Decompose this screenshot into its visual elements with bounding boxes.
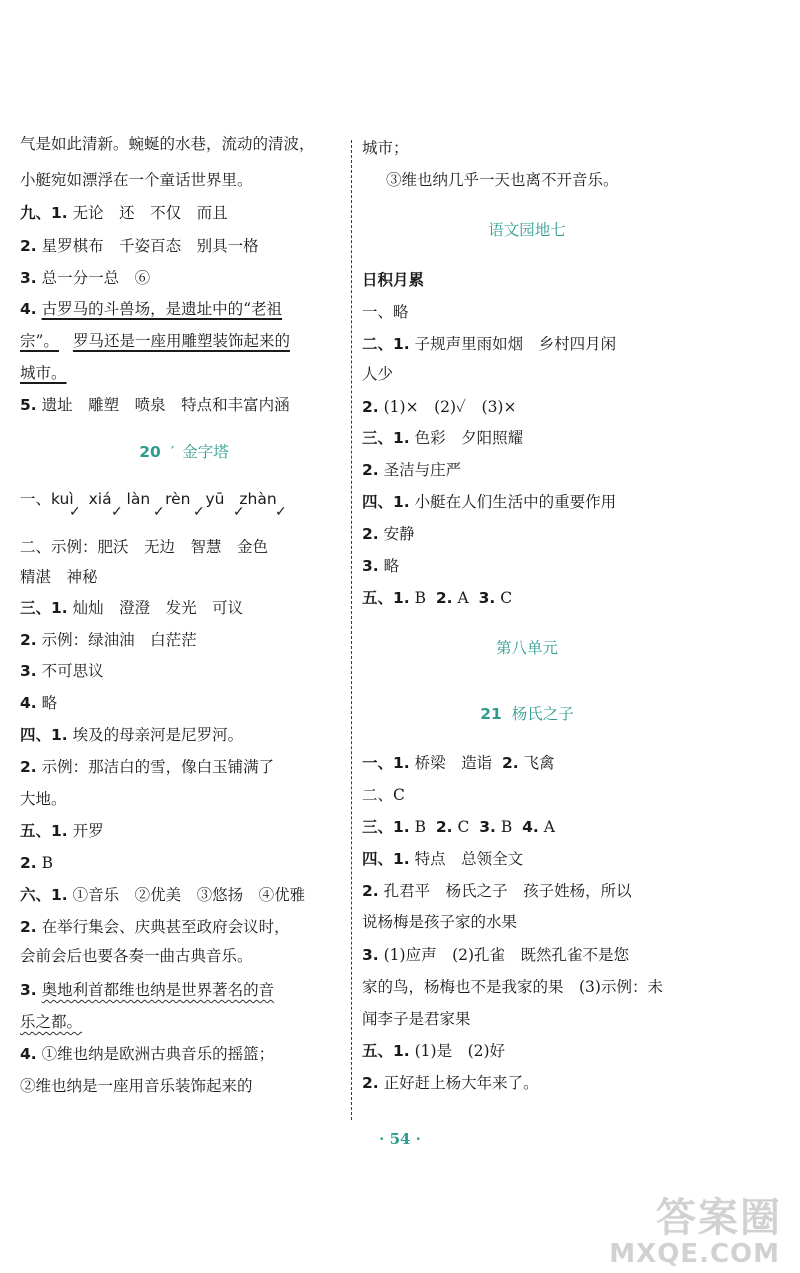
item-number: 三、1. (362, 429, 410, 447)
item-number: 3. (362, 557, 379, 575)
pinyin-word: kuì (51, 490, 74, 508)
answer-line (20, 725, 243, 745)
answer-line (20, 236, 259, 256)
wavy-underlined-text: 乐之都。 (20, 1013, 83, 1031)
pinyin-word: yū (205, 490, 225, 508)
answer-text: 星罗棋布 千姿百态 别具一格 (41, 237, 259, 255)
wavy-underlined-text: 奥地利首都维也纳是世界著名的音 (41, 981, 275, 999)
item-number: 六、1. (20, 886, 68, 904)
answer-line (20, 821, 104, 841)
unit-heading (362, 638, 692, 658)
answer-text: 示例：绿油油 白茫茫 (41, 631, 197, 649)
pinyin-word: xiá (88, 490, 112, 508)
answer-line (20, 980, 274, 1000)
answer-line: 大地。 (20, 790, 67, 808)
answer-line: 家的鸟，杨梅也不是我家的果 (3)示例：未 (362, 978, 663, 996)
answer-line (362, 753, 555, 773)
answer-line (362, 397, 516, 417)
answer-line: 说杨梅是孩子家的水果 (362, 913, 518, 931)
item-number: 4. (20, 694, 37, 712)
section-title: 语文园地七 (488, 221, 566, 239)
item-number: 五、1. (20, 822, 68, 840)
item-number: 5. (20, 396, 37, 414)
answer-text: B (500, 818, 513, 836)
item-number: 3. (478, 589, 496, 607)
item-number: 2. (20, 918, 37, 936)
answer-text: 特点 总领全文 (414, 850, 524, 868)
answer-line (362, 881, 632, 901)
text-line: 小艇宛如漂浮在一个童话世界里。 (20, 171, 253, 189)
item-number: 2. (20, 854, 37, 872)
answer-line (20, 630, 197, 650)
answer-text: 桥梁 造诣 (414, 754, 493, 772)
answer-line: 二、C (362, 786, 405, 804)
answer-text: 安静 (383, 525, 415, 543)
answer-line (20, 853, 53, 873)
answer-line (20, 598, 243, 618)
answer-text: ①音乐 ②优美 ③悠扬 ④优雅 (72, 886, 306, 904)
lesson-heading (362, 704, 692, 724)
answer-text: 飞禽 (523, 754, 555, 772)
answer-text: 小艇在人们生活中的重要作用 (414, 493, 617, 511)
item-number: 3. (20, 981, 37, 999)
answer-text: 色彩 夕阳照耀 (414, 429, 524, 447)
answer-text: (1)应声 (2)孔雀 既然孔雀不是您 (383, 946, 630, 964)
answer-text: ①维也纳是欧洲古典音乐的摇篮； (41, 1045, 275, 1063)
pinyin-word: rèn (165, 490, 191, 508)
answer-text: C (457, 818, 470, 836)
underlined-text: 宗”。 (20, 332, 59, 350)
answer-text: B (414, 589, 427, 607)
answer-line (362, 524, 415, 544)
answer-text: A (457, 589, 469, 607)
text-line: 气是如此清新。蜿蜒的水巷，流动的清波， (20, 135, 315, 153)
item-number: 2. (20, 758, 37, 776)
answer-text: 埃及的母亲河是尼罗河。 (72, 726, 244, 744)
item-number: 4. (522, 818, 539, 836)
answer-line: 人少 (362, 365, 394, 383)
answer-line (362, 588, 512, 608)
answer-line (20, 693, 57, 713)
answer-text: 子规声里雨如烟 乡村四月闲 (414, 335, 617, 353)
page-number-value: 54 (389, 1130, 411, 1148)
check-marks (69, 505, 349, 519)
answer-text: B (41, 854, 54, 872)
column-divider (351, 140, 352, 1120)
lesson-number: 20 (139, 443, 161, 461)
item-number: 四、1. (20, 726, 68, 744)
answer-text: 无论 还 不仅 而且 (72, 204, 228, 222)
answer-line (362, 460, 461, 480)
item-number: 3. (20, 662, 37, 680)
item-number: 3. (479, 818, 496, 836)
answer-line (20, 331, 290, 351)
answer-text: 正好赶上杨大年来了。 (383, 1074, 539, 1092)
item-number: 四、1. (362, 493, 410, 511)
answer-line (362, 492, 616, 512)
answer-line (20, 757, 274, 777)
answer-text: 略 (383, 557, 400, 575)
item-number: 2. (435, 589, 453, 607)
lesson-title: 金字塔 (182, 443, 229, 461)
item-number: 一、1. (362, 754, 410, 772)
answer-line (20, 917, 290, 937)
answer-text: (1)× (2)✓ (3)× (383, 398, 517, 416)
watermark-logo (582, 1196, 782, 1268)
watermark-url: MXQE.COM (609, 1239, 780, 1269)
page-number: · 54 · (379, 1130, 421, 1148)
answer-line (20, 395, 290, 415)
underlined-text: 古罗马的斗兽场，是遗址中的“老祖 (41, 300, 283, 318)
answer-text: 开罗 (72, 822, 104, 840)
answer-line (20, 299, 282, 319)
answer-text: 在举行集会、庆典甚至政府会议时， (41, 918, 290, 936)
answer-text: 圣洁与庄严 (383, 461, 462, 479)
answer-line: 闻李子是君家果 (362, 1010, 471, 1028)
answer-line (20, 363, 67, 383)
watermark-text: 答案圈 (656, 1195, 782, 1241)
answer-text: 灿灿 澄澄 发光 可议 (72, 599, 244, 617)
text-line: ③维也纳几乎一天也离不开音乐。 (386, 171, 619, 189)
item-number: 一、 (20, 490, 52, 508)
answer-line (20, 1044, 274, 1064)
item-number: 2. (362, 525, 379, 543)
check-icon: ✓ (233, 504, 245, 520)
answer-line (20, 268, 150, 288)
answer-line (362, 817, 555, 837)
answer-line: 精湛 神秘 (20, 568, 98, 586)
check-icon: ✓ (275, 504, 287, 520)
answer-text: C (500, 589, 513, 607)
item-number: 九、1. (20, 204, 68, 222)
section-heading (362, 220, 692, 240)
check-icon: ✓ (111, 504, 123, 520)
answer-text: 孔君平 杨氏之子 孩子姓杨，所以 (383, 882, 632, 900)
answer-text: 总一分一总 ⑥ (41, 269, 151, 287)
answer-line (20, 661, 104, 681)
item-number: 五、1. (362, 1042, 410, 1060)
answer-text: 不可思议 (41, 662, 104, 680)
answer-text: (1)是 (2)好 (414, 1042, 506, 1060)
answer-line: 二、示例：肥沃 无边 智慧 金色 (20, 538, 269, 556)
lesson-heading (20, 442, 348, 462)
unit-title: 第八单元 (495, 639, 558, 657)
item-number: 三、1. (20, 599, 68, 617)
lesson-number: 21 (480, 705, 502, 723)
answer-line: 一、略 (362, 303, 409, 321)
text-line: 城市； (362, 139, 409, 157)
item-number: 四、1. (362, 850, 410, 868)
check-icon: ✓ (69, 504, 81, 520)
answer-line (362, 945, 629, 965)
underlined-text: 城市。 (20, 364, 67, 382)
answer-line (362, 849, 523, 869)
item-number: 2. (362, 882, 379, 900)
answer-line (362, 1073, 539, 1093)
answer-text: A (543, 818, 555, 836)
answer-line (362, 428, 523, 448)
item-number: 2. (20, 237, 37, 255)
answer-line: 会前会后也要各奏一曲古典音乐。 (20, 947, 253, 965)
item-number: 五、1. (362, 589, 410, 607)
lesson-title: 杨氏之子 (511, 705, 574, 723)
item-number: 2. (20, 631, 37, 649)
lesson-mark: ′ (170, 443, 175, 461)
item-number: 3. (362, 946, 379, 964)
answer-line (20, 885, 305, 905)
answer-text: 遗址 雕塑 喷泉 特点和丰富内涵 (41, 396, 290, 414)
answer-line (20, 1012, 82, 1032)
item-number: 4. (20, 1045, 37, 1063)
item-number: 二、1. (362, 335, 410, 353)
answer-line (362, 1041, 505, 1061)
answer-text: B (414, 818, 427, 836)
item-number: 2. (502, 754, 519, 772)
item-number: 三、1. (362, 818, 410, 836)
answer-text: 略 (41, 694, 58, 712)
subsection-heading: 日积月累 (362, 271, 425, 289)
pinyin-word: làn (126, 490, 151, 508)
answer-line (362, 556, 399, 576)
answer-line (20, 203, 228, 223)
item-number: 3. (20, 269, 37, 287)
item-number: 2. (362, 398, 379, 416)
item-number: 2. (362, 1074, 379, 1092)
answer-text: 示例：那洁白的雪，像白玉铺满了 (41, 758, 275, 776)
answer-line (362, 334, 616, 354)
check-icon: ✓ (153, 504, 165, 520)
check-icon: ✓ (193, 504, 205, 520)
pinyin-word: zhàn (239, 490, 277, 508)
answer-line: ②维也纳是一座用音乐装饰起来的 (20, 1077, 253, 1095)
item-number: 2. (435, 818, 453, 836)
item-number: 4. (20, 300, 37, 318)
item-number: 2. (362, 461, 379, 479)
underlined-text: 罗马还是一座用雕塑装饰起来的 (72, 332, 290, 350)
